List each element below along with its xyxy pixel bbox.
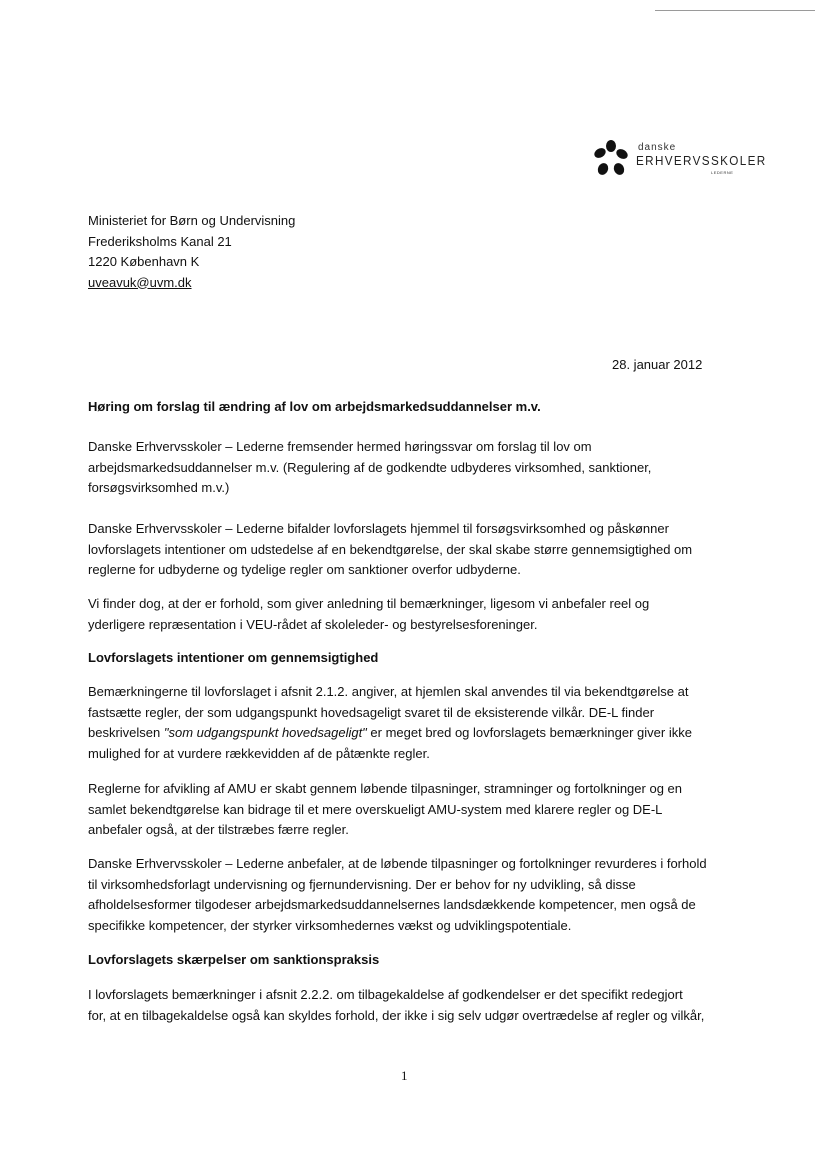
paragraph-line: fastsætte regler, der som udgangspunkt hovedsageligt svaret til de eksisterende vilkår. DE-L finder bbox=[88, 704, 655, 720]
paragraph-line bbox=[88, 723, 738, 744]
paragraph bbox=[88, 985, 738, 1026]
logo-small-text: danske bbox=[638, 142, 677, 153]
address-line: 1220 København K bbox=[88, 254, 200, 269]
address-line: Frederiksholms Kanal 21 bbox=[88, 233, 232, 249]
paragraph bbox=[88, 437, 738, 499]
email-link[interactable]: uveavuk@uvm.dk bbox=[88, 274, 192, 290]
paragraph-line: lovforslagets intentioner om udstedelse af en bekendtgørelse, der skal skabe større gennemsigtighed om bbox=[88, 541, 693, 557]
paragraph-line: specifikke kompetencer, der styrker virksomhedernes vækst og udviklingspotentiale. bbox=[88, 918, 572, 934]
paragraph-line: Vi finder dog, at der er forhold, som giver anledning til bemærkninger, ligesom vi anbefaler reel og bbox=[88, 596, 650, 611]
letter-date: 28. januar 2012 bbox=[612, 357, 703, 372]
paragraph-line: Danske Erhvervsskoler – Lederne bifalder lovforslagets hjemmel til forsøgsvirksomhed og påskønner bbox=[88, 521, 669, 536]
paragraph-line: yderligere repræsentation i VEU-rådet af skoleleder- og bestyrelsesforeninger. bbox=[88, 616, 538, 632]
paragraph bbox=[88, 594, 738, 635]
recipient-address bbox=[88, 211, 295, 293]
paragraph-line: Danske Erhvervsskoler – Lederne fremsender hermed høringssvar om forslag til lov om bbox=[88, 439, 592, 454]
paragraph-line: samlet bekendtgørelse kan bidrage til et mere overskueligt AMU-system med klarere regler og DE-L bbox=[88, 801, 663, 817]
paragraph bbox=[88, 779, 738, 841]
paragraph-line: for, at en tilbagekaldelse også kan skyldes forhold, der ikke i sig selv udgør overtrædelse af regler og vilkår, bbox=[88, 1007, 705, 1023]
scan-artifact-line bbox=[655, 10, 815, 11]
text-run: er meget bred og lovforslagets bemærkninger giver ikke bbox=[366, 725, 692, 741]
paragraph-line: Bemærkningerne til lovforslaget i afsnit 2.1.2. angiver, at hjemlen skal anvendes til via bekendtgørelse at bbox=[88, 684, 689, 699]
organization-logo bbox=[594, 140, 767, 180]
section-heading: Lovforslagets intentioner om gennemsigtighed bbox=[88, 650, 379, 665]
paragraph bbox=[88, 854, 738, 937]
text-run: beskrivelsen bbox=[88, 725, 164, 741]
logo-big-text: ERHVERVSSKOLER bbox=[636, 153, 767, 168]
paragraph-line: Reglerne for afvikling af AMU er skabt gennem løbende tilpasninger, stramninger og fortolkninger og en bbox=[88, 781, 682, 796]
paragraph-line: mulighed for at vurdere rækkevidden af de påtænkte regler. bbox=[88, 746, 430, 762]
paragraph-line: arbejdsmarkedsuddannelser m.v. (Regulering af de godkendte udbyderes virksomhed, sanktioner, bbox=[88, 459, 652, 475]
letter-title: Høring om forslag til ændring af lov om arbejdsmarkedsuddannelser m.v. bbox=[88, 399, 541, 414]
paragraph-line: I lovforslagets bemærkninger i afsnit 2.2.2. om tilbagekaldelse af godkendelser er det specifikt redegjort bbox=[88, 987, 683, 1002]
paragraph-line: til virksomhedsforlagt undervisning og fjernundervisning. Der er behov for ny udvikling, så disse bbox=[88, 876, 636, 892]
logo-tiny-text: LEDERNE bbox=[711, 170, 734, 175]
page-number: 1 bbox=[401, 1068, 408, 1083]
paragraph-line: anbefaler også, at der tilstræbes færre regler. bbox=[88, 822, 349, 838]
paragraph-line: forsøgsvirksomhed m.v.) bbox=[88, 480, 230, 496]
paragraph-line: afholdelsesformer tilgodeser arbejdsmarkedsuddannelsernes landsdækkende kompetencer, men også de bbox=[88, 897, 696, 913]
italic-quote: "som udgangspunkt hovedsageligt" bbox=[163, 725, 367, 741]
paragraph bbox=[88, 682, 738, 765]
paragraph bbox=[88, 519, 738, 581]
paragraph-line: reglerne for udbyderne og tydelige regler om sanktioner overfor udbyderne. bbox=[88, 562, 521, 578]
section-heading: Lovforslagets skærpelser om sanktionspraksis bbox=[88, 952, 380, 967]
address-line: Ministeriet for Børn og Undervisning bbox=[88, 213, 296, 228]
paragraph-line: Danske Erhvervsskoler – Lederne anbefaler, at de løbende tilpasninger og fortolkninger revurderes i forhold bbox=[88, 856, 707, 871]
logo-flower-icon bbox=[594, 140, 628, 178]
